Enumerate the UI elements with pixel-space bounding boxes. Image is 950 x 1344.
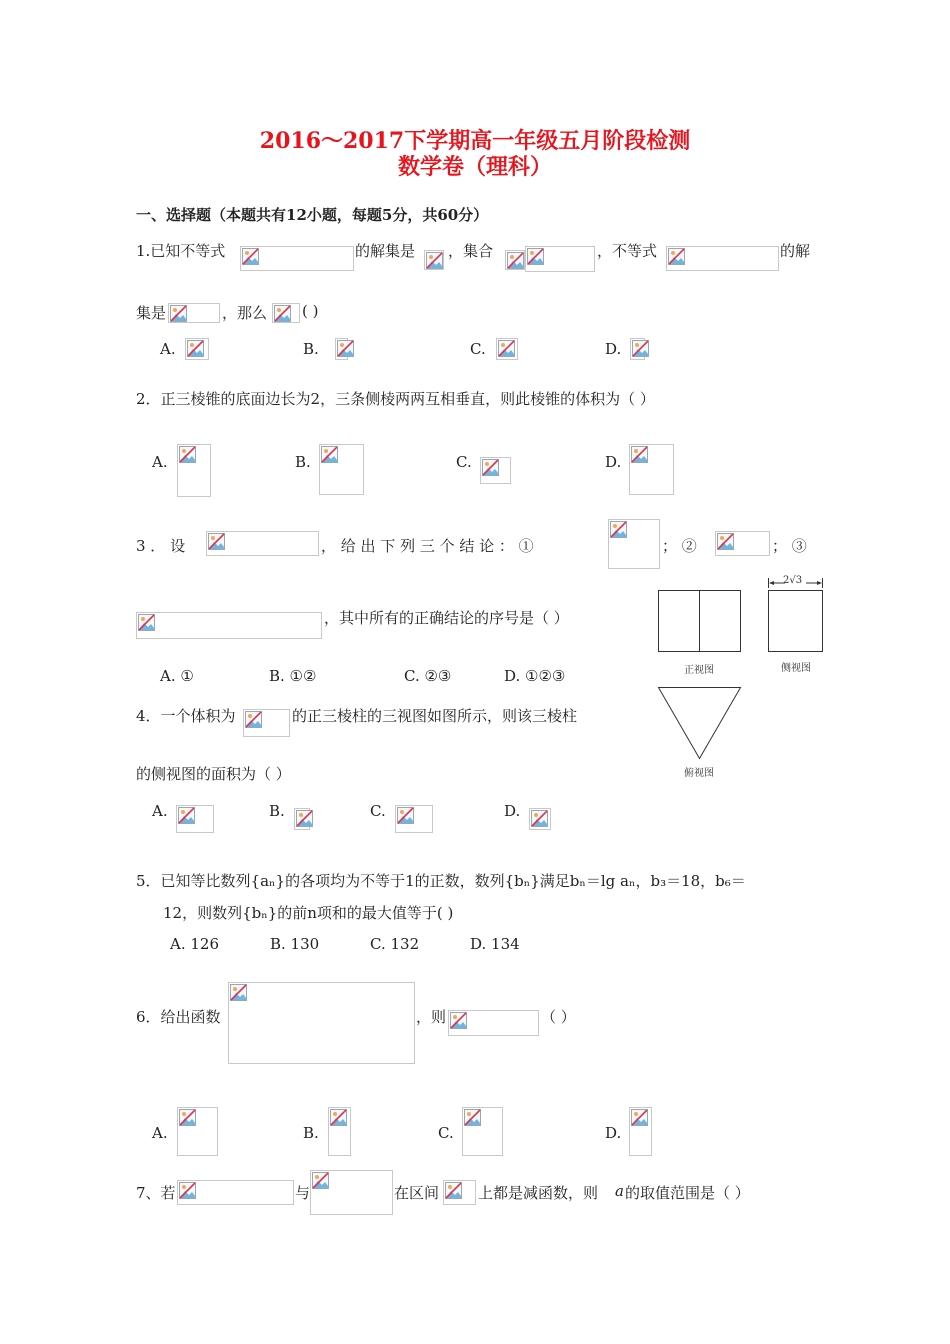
broken-image-icon [179, 1182, 196, 1199]
q7-text-3: 在区间 [394, 1184, 440, 1202]
broken-image-icon [296, 810, 313, 827]
q2-option-c: C. [456, 453, 472, 471]
broken-image-icon [498, 340, 515, 357]
q2-option-d: D. [605, 453, 622, 471]
broken-image-icon [170, 305, 187, 322]
broken-image-icon [482, 459, 499, 476]
q1-text-7: ，那么 [222, 304, 268, 322]
q3-text-5: ，其中所有的正确结论的序号是（ ） [324, 609, 569, 627]
q4-text-2: 的正三棱柱的三视图如图所示，则该三棱柱 [292, 707, 578, 725]
q1-option-a: A. [160, 340, 176, 358]
formula-image [629, 444, 674, 495]
formula-image [629, 1107, 652, 1156]
formula-image [177, 1180, 294, 1205]
formula-image [630, 338, 645, 360]
title-line1: 2016～2017下学期高一年级五月阶段检测 [259, 128, 691, 154]
formula-image [319, 444, 364, 495]
formula-image [328, 1107, 351, 1156]
q3-option-b: B. ①② [269, 667, 317, 685]
broken-image-icon [179, 1109, 196, 1126]
formula-image [395, 805, 433, 833]
formula-image [424, 250, 444, 270]
q1-text-8: ( ) [302, 302, 319, 320]
q6-option-d: D. [605, 1124, 622, 1142]
title-line2: 数学卷（理科） [397, 154, 552, 180]
q1-option-c: C. [470, 340, 486, 358]
broken-image-icon [330, 1109, 347, 1126]
broken-image-icon [531, 810, 548, 827]
q5-option-d: D. 134 [470, 935, 520, 953]
q1-option-d: D. [605, 340, 622, 358]
q5-option-a: A. 126 [170, 935, 219, 953]
side-view-label: 侧视图 [781, 663, 811, 674]
q1-text-1: 1.已知不等式 [136, 242, 226, 260]
dimension-label: 2√3 [783, 575, 803, 586]
formula-image [272, 303, 300, 323]
top-view-label: 俯视图 [684, 768, 714, 779]
top-view [659, 688, 741, 759]
broken-image-icon [337, 340, 354, 357]
q3-text-4: ； ③ [772, 537, 807, 555]
broken-image-icon [610, 521, 627, 538]
q6-option-b: B. [303, 1124, 319, 1142]
broken-image-icon [179, 446, 196, 463]
q4-option-a: A. [152, 802, 168, 820]
q1-text-4: ，不等式 [597, 242, 658, 260]
q3-text-1: 3 ． 设 [136, 537, 186, 555]
formula-image [206, 531, 319, 556]
side-view [769, 578, 823, 652]
formula-image [462, 1107, 503, 1156]
q7-text-1: 7、若 [136, 1184, 176, 1202]
q5-option-c: C. 132 [370, 935, 420, 953]
q6-text-2: ，则 [416, 1008, 447, 1026]
q3-text-2: ， 给 出 下 列 三 个 结 论 ： ① [321, 537, 534, 555]
section-heading: 一、选择题（本题共有12小题，每题5分，共60分） [136, 206, 489, 224]
formula-image [176, 805, 214, 833]
broken-image-icon [632, 340, 649, 357]
q6-option-c: C. [438, 1124, 454, 1142]
broken-image-icon [397, 807, 414, 824]
formula-image [335, 338, 348, 360]
formula-image [240, 246, 354, 271]
q3-option-a: A. ① [160, 667, 194, 685]
q3-option-d: D. ①②③ [504, 667, 566, 685]
q4-option-b: B. [269, 802, 285, 820]
broken-image-icon [245, 711, 262, 728]
q1-text-5: 的解 [780, 242, 811, 260]
formula-image [480, 457, 511, 484]
broken-image-icon [668, 248, 685, 265]
formula-image [185, 338, 209, 360]
broken-image-icon [274, 305, 291, 322]
broken-image-icon [631, 1109, 648, 1126]
broken-image-icon [631, 446, 648, 463]
formula-image [525, 246, 595, 272]
broken-image-icon [717, 533, 734, 550]
broken-image-icon [527, 248, 544, 265]
formula-image [294, 808, 310, 830]
formula-image [529, 808, 551, 830]
q1-text-2: 的解集是 [355, 242, 416, 260]
broken-image-icon [464, 1109, 481, 1126]
formula-image [666, 246, 779, 271]
broken-image-icon [242, 248, 259, 265]
q1-text-3: ，集合 [448, 242, 494, 260]
formula-image [243, 709, 290, 737]
q3-text-3: ； ② [662, 537, 697, 555]
formula-image [505, 250, 525, 270]
q7-text-6: 的取值范围是（ ） [625, 1184, 750, 1202]
three-view-figure [650, 572, 835, 782]
formula-image [496, 338, 518, 360]
broken-image-icon [445, 1182, 462, 1199]
formula-image [228, 982, 415, 1064]
broken-image-icon [208, 533, 225, 550]
formula-image [310, 1170, 393, 1215]
front-view [659, 591, 741, 652]
broken-image-icon [450, 1012, 467, 1029]
formula-image [608, 519, 660, 569]
q6-text-3: （ ） [541, 1008, 576, 1026]
formula-image [443, 1180, 476, 1205]
broken-image-icon [178, 807, 195, 824]
q2-option-a: A. [152, 453, 168, 471]
broken-image-icon [138, 614, 155, 631]
broken-image-icon [321, 446, 338, 463]
q4-option-c: C. [370, 802, 386, 820]
q1-option-b: B. [303, 340, 319, 358]
q5-line-1: 5．已知等比数列{aₙ}的各项均为不等于1的正数，数列{bₙ}满足bₙ＝lg aₙ，b₃＝18，b₆＝ [136, 872, 746, 890]
q1-text-6: 集是 [136, 304, 167, 322]
formula-image [448, 1010, 539, 1036]
broken-image-icon [230, 984, 247, 1001]
formula-image [168, 303, 220, 323]
formula-image [136, 612, 322, 639]
q6-option-a: A. [152, 1124, 168, 1142]
formula-image [177, 1107, 218, 1156]
q7-text-2: 与 [295, 1184, 311, 1202]
q6-text-1: 6．给出函数 [136, 1008, 221, 1026]
q3-option-c: C. ②③ [404, 667, 452, 685]
q2-text: 2．正三棱锥的底面边长为2，三条侧棱两两互相垂直，则此棱锥的体积为（ ） [136, 390, 655, 408]
broken-image-icon [426, 252, 443, 269]
q4-option-d: D. [504, 802, 521, 820]
q5-option-b: B. 130 [270, 935, 320, 953]
formula-image [177, 444, 211, 497]
broken-image-icon [312, 1172, 329, 1189]
q4-text-3: 的侧视图的面积为（ ） [136, 765, 291, 783]
q7-text-4: 上都是减函数，则 [478, 1184, 599, 1202]
variable-a: a [615, 1182, 624, 1200]
formula-image [715, 531, 770, 556]
broken-image-icon [187, 340, 204, 357]
q4-text-1: 4．一个体积为 [136, 707, 236, 725]
broken-image-icon [507, 252, 524, 269]
front-view-label: 正视图 [684, 665, 714, 676]
q2-option-b: B. [295, 453, 311, 471]
q5-line-2: 12，则数列{bₙ}的前n项和的最大值等于( ) [163, 904, 454, 922]
